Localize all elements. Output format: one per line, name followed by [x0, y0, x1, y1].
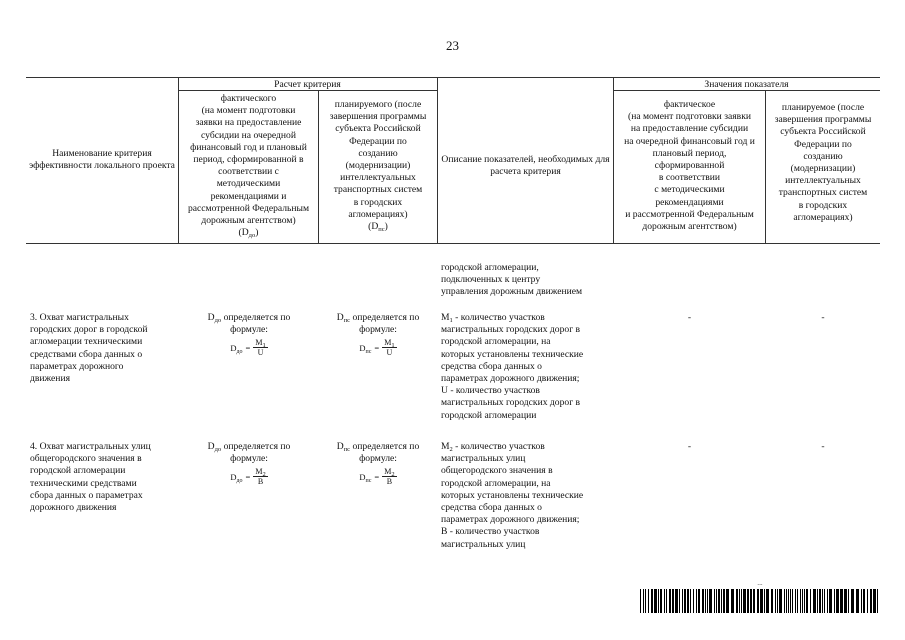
barcode-bar — [813, 589, 816, 613]
barcode-bar — [723, 589, 725, 613]
barcode-bar — [651, 589, 653, 613]
header-bottom-border — [26, 243, 880, 244]
barcode-caption: ... — [757, 580, 763, 587]
barcode-bar — [643, 589, 644, 613]
barcode-bar — [696, 589, 697, 613]
barcode-bar — [726, 589, 729, 613]
barcode-bar — [714, 589, 715, 613]
barcode-bar — [679, 589, 680, 613]
barcode-bar — [819, 589, 821, 613]
header-calculation-group: Расчет критерия — [274, 79, 341, 90]
header-planned-calc — [319, 99, 437, 233]
row-3-actual-value: - — [687, 312, 692, 323]
barcode-bar — [817, 589, 818, 613]
barcode-bar — [709, 589, 712, 613]
barcode-image — [640, 589, 880, 613]
barcode-bar — [739, 589, 740, 613]
barcode-bar — [788, 589, 789, 613]
barcode-bar — [640, 589, 641, 613]
barcode-bar — [822, 589, 823, 613]
barcode-bar — [810, 589, 811, 613]
barcode-bar — [856, 589, 859, 613]
header-description: Описание показателей, необходимых для расчета критерия — [441, 154, 610, 178]
barcode-bar — [797, 589, 798, 613]
table-top-border — [26, 77, 880, 78]
barcode-bar — [877, 589, 878, 613]
row-3-planned-calc: $D_{пс}$ определяется по формуле: $D_{пс}$ = $\frac{M_1}{U}$ — [318, 312, 438, 357]
barcode-bar — [777, 589, 778, 613]
row-4-actual-calc: $D_{до}$ определяется по формуле: $D_{до}$ = $\frac{M_2}{B}$ — [182, 441, 316, 486]
barcode-bar — [764, 589, 765, 613]
barcode-bar — [802, 589, 803, 613]
barcode-bar — [848, 589, 849, 613]
header-actual-calc-text: фактического (на момент подготовки заявки на предоставление субсидии на очередной финансовый год и плановый период, сформированной в соответствии с методическими рекомендациями и рассмотренной Федеральным дорожным агентством) — [187, 93, 310, 227]
header-actual-value: фактическое (на момент подготовки заявки на предоставление субсидии на очередной финансовый год и плановый период, сформированной в соответствии с методическими рекомендациями и рассмотренной Федеральным дорожным агентством) — [624, 99, 755, 233]
barcode-bar — [747, 589, 749, 613]
barcode-bar — [757, 589, 759, 613]
row-4-criterion: 4. Охват магистральных улиц общегородского значения в городской агломерации техническими средствами сбора данных о параметрах дорожного движения — [30, 441, 151, 514]
barcode-bar — [660, 589, 662, 613]
header-actual-calc — [179, 93, 318, 239]
row-4-actual-value: - — [687, 441, 692, 452]
barcode-bar — [800, 589, 801, 613]
barcode-bar — [687, 589, 689, 613]
barcode-bar — [690, 589, 691, 613]
barcode-bar — [750, 589, 752, 613]
header-planned-value: планируемое (после завершения программы субъекта Российской Федерации по созданию (модернизации) интеллектуальных транспортных систем в городских агломерациях) — [774, 102, 872, 223]
barcode-bar — [707, 589, 708, 613]
row-3-planned-formula: $D_{пс}$ = $\frac{M_1}{U}$ — [359, 338, 395, 358]
barcode-bar — [784, 589, 785, 613]
barcode-bar — [861, 589, 862, 613]
barcode-bar — [792, 589, 793, 613]
barcode-bar — [771, 589, 773, 613]
row-3-planned-value: - — [821, 312, 825, 323]
barcode-bar — [760, 589, 763, 613]
barcode-bar — [698, 589, 700, 613]
barcode-bar — [675, 589, 678, 613]
row-4-description: $M_2$ - количество участков магистральных улиц общегородского значения в городской агломерации, на которых установлены технические средства сбора данных о параметрах дорожного движения; B - количество участков магистральных улиц — [441, 441, 584, 550]
barcode-bar — [705, 589, 706, 613]
barcode-bar — [753, 589, 755, 613]
barcode-bar — [664, 589, 665, 613]
barcode-bar — [867, 589, 868, 613]
barcode-bar — [786, 589, 787, 613]
barcode-bar — [658, 589, 659, 613]
row-4-planned-formula: $D_{пс}$ = $\frac{M_2}{B}$ — [359, 467, 395, 487]
barcode-bar — [766, 589, 769, 613]
barcode-bar — [806, 589, 808, 613]
barcode-bar — [873, 589, 876, 613]
barcode-bar — [731, 589, 734, 613]
barcode-bar — [863, 589, 865, 613]
row-3-actual-formula: $D_{до}$ = $\frac{M_1}{U}$ — [230, 338, 266, 358]
barcode-bar — [743, 589, 746, 613]
header-planned-calc-symbol: $(D_{пс})$ — [368, 221, 388, 234]
barcode-bar — [829, 589, 832, 613]
barcode-bar — [721, 589, 722, 613]
header-planned-calc-text: планируемого (после завершения программы субъекта Российской Федерации по созданию (модернизации) интеллектуальных транспортных систем в городских агломерациях) — [329, 99, 427, 220]
barcode-bar — [702, 589, 704, 613]
barcode-bar — [836, 589, 839, 613]
header-actual-calc-symbol: $(D_{до})$ — [238, 227, 259, 240]
barcode-bar — [648, 589, 649, 613]
barcode-bar — [834, 589, 835, 613]
barcode-bar — [804, 589, 805, 613]
barcode-bar — [851, 589, 854, 613]
header-values-group: Значения показателя — [704, 79, 789, 90]
barcode-bar — [672, 589, 674, 613]
barcode-bar — [790, 589, 791, 613]
barcode-bar — [682, 589, 683, 613]
barcode-bar — [840, 589, 843, 613]
barcode-bar — [718, 589, 720, 613]
barcode-bar — [654, 589, 657, 613]
barcode-bar — [844, 589, 847, 613]
barcode-bar — [870, 589, 872, 613]
row-3-criterion: 3. Охват магистральных городских дорог в городской агломерации техническими средствами сбора данных о параметрах дорожного движения — [30, 312, 148, 385]
barcode-bar — [716, 589, 717, 613]
barcode-bar — [693, 589, 694, 613]
barcode-bar — [775, 589, 776, 613]
barcode-bar — [684, 589, 686, 613]
barcode-bar — [666, 589, 667, 613]
barcode-bar — [669, 589, 671, 613]
barcode-bar — [741, 589, 742, 613]
row-4-planned-calc: $D_{пс}$ определяется по формуле: $D_{пс}$ = $\frac{M_2}{B}$ — [318, 441, 438, 486]
barcode-bar — [645, 589, 646, 613]
barcode-bar — [824, 589, 825, 613]
row-3-actual-calc: $D_{до}$ определяется по формуле: $D_{до}$ = $\frac{M_1}{U}$ — [182, 312, 316, 357]
header-criteria-name: Наименование критерия эффективности локального проекта — [29, 148, 175, 172]
barcode-bar — [779, 589, 782, 613]
barcode-bar — [795, 589, 796, 613]
page-number: 23 — [446, 38, 459, 53]
continuation-text: городской агломерации, подключенных к центру управления дорожным движением — [441, 262, 583, 298]
row-4-planned-value: - — [821, 441, 825, 452]
barcode-bar — [827, 589, 828, 613]
barcode-bar — [736, 589, 738, 613]
row-3-description: $M_1$ - количество участков магистральных городских дорог в городской агломерации, на которых установлены технические средства сбора данных о параметрах дорожного движения; U - количество участков магистральных городских дорог в городской агломерации — [441, 312, 584, 421]
row-4-actual-formula: $D_{до}$ = $\frac{M_2}{B}$ — [230, 467, 266, 487]
